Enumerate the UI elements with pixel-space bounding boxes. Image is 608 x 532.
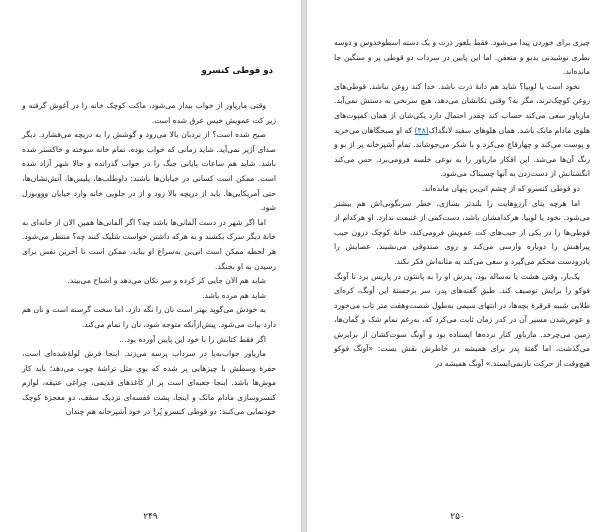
right-page: [306, 0, 608, 532]
paragraph: صبح شده است؟ از نردبان بالا می‌رود و گوشش را به دریچه می‌فشارد. دیگر صدای آژیر نمی‌آید. شاید زمانی که خواب بوده، تمام خانه سوخته و خاکستر شده باشد. شاید هم ساعات پایانی جنگ را در خواب گذرانده و حالا شهر آزاد شده است. ممکن است کسانی در خیابان‌ها باشند: داوطلب‌ها، پلیس‌ها، آتش‌نشان‌ها، حتی آمریکایی‌ها. باید از دریچه بالا رود و از در جلویی خانه وارد خیابان وووبورل شود.: [22, 130, 276, 213]
paragraph: وقتی ماریاور از خواب بیدار می‌شود، ماکت کوچک خانه را در آغوش گرفته و زیر کت عمویش خیس عرق شده است.: [22, 101, 276, 125]
paragraph: ماریاور جواب‌به‌پا در سرداب پرسه می‌زند. اینجا فرش لولهٔ‌شده‌ای است، حفرهٔ وسطش با چیزهایی پر شده که بوی مثل تراشهٔ چوب می‌دهد؛ باید کار موش‌ها باشد. اینجا جعبه‌ای است پر از کاغذهای قدیمی، چراغی عتیقه، لوازم کنسروسازی مادام مانک و اینجا، پشت قفسه‌ای نزدیک سقف، دو معجزهٔ کوچک خودنمایی می‌کنند: دو قوطی کنسرو پُر! در خود آشپزخانه هم چندان: [22, 349, 276, 417]
left-page: [0, 0, 302, 532]
paragraph: اما اگر شهر در دست آلمانی‌ها باشد چه؟ اگر آلمانی‌ها همین الان از خانه‌ای به خانهٔ دیگر سرک بکشند و به هرکه داشتن خواست شلیک کنند چه؟ منتظر می‌شود. هر لحظه ممکن است اتی‌ین به‌سراغ او بیاید، ممکن است تا آخرین نفس برای رسیدن به او بجنگد.: [22, 217, 276, 271]
left-page-body: [22, 99, 276, 420]
paragraph: چیزی برای خوردن پیدا می‌شود. فقط بلغور ذرت و یک دسته اسطوخدوس و دوسه بطری نوشیدنی بدبو و متعفن. اما این پایین در سرداب دو قوطی پر و سنگین جا مانده‌اند.: [334, 38, 590, 77]
paragraph: نخود است یا لوبیا؟ شاید هم دانهٔ ذرت باشد. خدا کند روغن نباشد. قوطی‌های روغن کوچک‌ترند، مگر نه؟ وقتی تکانشان می‌دهد، هیچ سرنخی به دستش نمی‌آید. ماریاور سعی می‌کند حساب کند چقدر احتمال دارد یکی‌شان از همان کمپوت‌های هلوی مادام مانک باشد. همان هلوهای سفید لانگداک(۴۸) که او صبحگاهان می‌خرید و پوست می‌کند و چهارقاچ می‌کرد و با شکر می‌جوشاند. تمام آشپزخانه پر از بو و رنگ آن‌ها می‌شد. این افکار ماریاور را به نوعی خلسه فرومی‌برد. حس می‌کند انگشتانش از دست‌زدن به آنها چسبناک می‌شود.: [334, 81, 590, 179]
paragraph: اگر فقط کتابش را با خود این پایین آورده بود...: [119, 334, 266, 344]
paragraph: شاید هم مرده باشد.: [202, 290, 266, 300]
page-number: ۲۵۰: [450, 512, 465, 522]
paragraph: اما هرچه بنای آرزوهایت را بلندتر بسازی، خطر سرنگونی‌اش هم بیشتر می‌شود. نخود یا لوبیا. هرکدامشان باشد، دست‌کمی از غنیمت ندارد. او هرکدام از قوطی‌ها را در یکی از جیب‌های کت عمویش فرومی‌کند، خانهٔ کوچک درون جیب پیراهنش را دوباره وارسی می‌کند و روی صندوقی می‌نشیند. عصایش را بادرودست محکم می‌گیرد و سعی می‌کند به مثانه‌اش فکر نکند.: [334, 198, 590, 266]
footnote-link[interactable]: (۴۸): [414, 125, 429, 135]
chapter-title: دو قوطی کنسرو: [201, 66, 273, 76]
paragraph: شاید هم الان جایی کز کرده و سر تکان می‌دهد و اشباح می‌بیند.: [67, 276, 266, 286]
page-number: ۲۴۹: [143, 512, 158, 522]
paragraph: یک‌بار، وقتی هشت یا نه‌ساله بود، پدرش او را به پانتئون در پاریس برد تا آونگ فوکو را برایش توصیف کند. طبق گفته‌های پدر، سر برجستهٔ این آونگ، کره‌ای طلایی شبیه قرقرهٔ بچه‌ها، در انتهای سیمی به‌طول شصت‌وهفت متر تاب می‌خورد و عوض‌شدن مسیر آن در کدر زمان ثابت می‌کرد که، به‌رغم تمام شک و گمان‌ها، زمین می‌چرخد. ماریاور کنار نرده‌ها ایستاده بود و آونگ سوت‌کشان از برابرش می‌گذشت، اما گفتهٔ پدر برای همیشه در خاطرش نقش بست: «آونگ فوکو هیچ‌وقت از حرکت بازنمی‌ایستد.» آونگ همیشه در: [334, 271, 590, 369]
paragraph: دو قوطی کنسرو که از چشم اتی‌ین پنهان مانده‌اند.: [421, 183, 580, 193]
right-page-body: [334, 36, 590, 372]
paragraph: به خودش می‌گوید بهتر است نان را نگه دارد. اما سخت گرسنه است و نان هم دارد بیات می‌شود. پیش‌ازآنکه متوجه شود، نان را تمام می‌کند.: [22, 305, 276, 329]
